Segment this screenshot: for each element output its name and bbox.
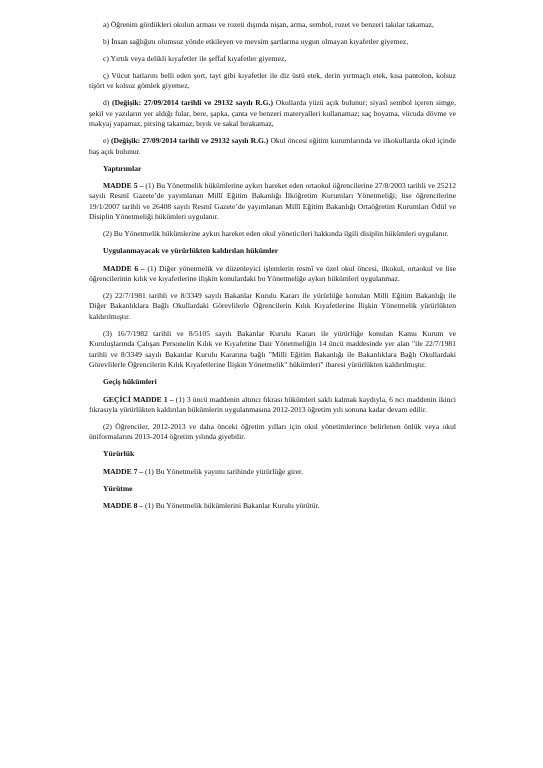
item-e: [89, 136, 456, 157]
item-d-prefix: d): [103, 98, 113, 108]
madde-6-p3: (3) 16/7/1982 tarihli ve 8/5105 sayılı Bakanlar Kurulu Kararı ile yürürlüğe konulan Kamu Kurum ve Kuruluşlarında Çalışan Personelin Kılık ve Kıyafetine Dair Yönetmeliğin 14 üncü maddesinde yer alan "ile 22/7/1981 tarihli ve 8/3349 sayılı Bakanlar Kurulu Kararına bağlı "Milli Eğitim Bakanlığı ile Bakanlıklara Bağlı Okullardaki Görevlilerle Öğrencilerin Kılık Kıyafetlerine İlişkin Yönetmelik" hükümleri" ibaresi yürürlükten kaldırılmıştır.: [89, 328, 456, 370]
gecici-madde-1-p2: (2) Öğrenciler, 2012-2013 ve daha önceki öğretim yılları için okul yönetimlerince belirlenen önlük veya okul üniformalarını 2013-2014 öğretim yılında giyebilir.: [89, 421, 456, 442]
gecici-madde-1-label: GEÇİCİ MADDE 1 –: [103, 394, 174, 404]
heading-yaptirimlar: Yaptırımlar: [103, 163, 142, 173]
gecici-madde-1-p1: [89, 395, 456, 416]
madde-5-p2: (2) Bu Yönetmelik hükümlerine aykırı hareket eden okul yöneticileri hakkında ilgili disiplin hükümleri uygulanır.: [103, 229, 449, 239]
madde-6-p1-text: (1) Diğer yönetmelik ve düzenleyici işlemlerin resmî ve özel okul öncesi, ilkokul, ortaokul ve lise öğrencilerinin kılık ve kıyafetlerine ilişkin konulardaki bu Yönetmeliğe aykırı hükümleri uygulanmaz.: [89, 263, 456, 284]
madde-8-p1: [89, 501, 456, 511]
madde-5-p1-text: (1) Bu Yönetmelik hükümlerine aykırı hareket eden ortaokul öğrencilerine 27/8/2003 tarihli ve 25212 sayılı Resmî Gazete’de yayımlanan Millî Eğitim Bakanlığı İlköğretim Kurumları Yönetmeliği; lise öğrencilerine 19/1/2007 tarihli ve 26408 sayılı Resmî Gazete’de yayımlanan Millî Eğitim Bakanlığı Ortaöğretim Kurumları Ödül ve Disiplin Yönetmeliği hükümleri uygulanır.: [89, 181, 456, 222]
item-e-amendment: (Değişik: 27/09/2014 tarihli ve 29132 sayılı R.G.): [111, 136, 269, 146]
madde-6-p2: (2) 22/7/1981 tarihli ve 8/3349 sayılı Bakanlar Kurulu Kararı ile yürürlüğe konulan Milli Eğitim Bakanlığı ile Diğer Bakanlıklara Bağlı Okullardaki Görevlilerle Öğrencilerin Kılık Kıyafetlerine İlişkin Yönetmelik yürürlükten kaldırılmıştır.: [89, 291, 456, 321]
madde-7-p1-text: (1) Bu Yönetmelik yayımı tarihinde yürürlüğe girer.: [143, 466, 304, 476]
heading-yurutme: Yürütme: [103, 483, 133, 493]
madde-7-label: MADDE 7 –: [103, 466, 144, 476]
gecici-madde-1-p1-text: (1) 3 üncü maddenin altıncı fıkrası hükümleri saklı kalmak kaydıyla, 6 ncı maddenin ikinci fıkrasıyla yürürlükten kaldırılan hükümlerin uygulanmasına 2012-2013 öğretim yılı sonuna kadar devam edilir.: [89, 394, 457, 414]
madde-5-label: MADDE 5 –: [103, 181, 144, 191]
document-page: [89, 20, 456, 518]
item-d-text: Okullarda yüzü açık bulunur; siyasî sembol içeren simge, şekil ve yazıların yer aldığı fular, bere, şapka, çanta ve benzeri materyalleri kullanamaz; saç boyama, vücuda dövme ve makyaj yapamaz, pirsing takamaz, bıyık ve sakal bırakamaz,: [89, 98, 456, 129]
item-d-amendment: (Değişik: 27/09/2014 tarihli ve 29132 sayılı R.G.): [112, 98, 273, 108]
item-e-text: Okul öncesi eğitim kurumlarında ve ilkokullarda okul içinde baş açık bulunur.: [89, 136, 456, 156]
madde-8-label: MADDE 8 –: [103, 501, 144, 511]
heading-uygulanmayacak: Uygulanmayacak ve yürürlükten kaldırılan hükümler: [103, 246, 279, 256]
heading-yururluk: Yürürlük: [103, 449, 135, 459]
item-e-prefix: e): [103, 136, 112, 146]
madde-6-p1: [89, 264, 456, 285]
madde-7-p1: [89, 467, 456, 477]
item-cc: ç) Vücut hatlarını belli eden şort, tayt gibi kıyafetler ile diz üstü etek, derin yırtmaçlı etek, kısa pantolon, kolsuz tişört ve kolsuz gömlek giyemez,: [89, 71, 456, 91]
item-b: b) İnsan sağlığını olumsuz yönde etkileyen ve mevsim şartlarına uygun olmayan kıyafetler giyemez,: [103, 37, 409, 46]
madde-8-p1-text: (1) Bu Yönetmelik hükümlerini Bakanlar Kurulu yürütür.: [143, 501, 320, 511]
heading-gecis: Geçiş hükümleri: [103, 377, 157, 387]
madde-6-label: MADDE 6 –: [103, 263, 145, 273]
item-c: c) Yırtık veya delikli kıyafetler ile şeffaf kıyafetler giyemez,: [103, 54, 287, 63]
item-a: a) Öğrenim gördükleri okulun arması ve rozeti dışında nişan, arma, sembol, rozet ve benzeri takılar takamaz,: [103, 20, 434, 29]
madde-5-p1: [89, 181, 456, 223]
item-d: [89, 98, 456, 129]
